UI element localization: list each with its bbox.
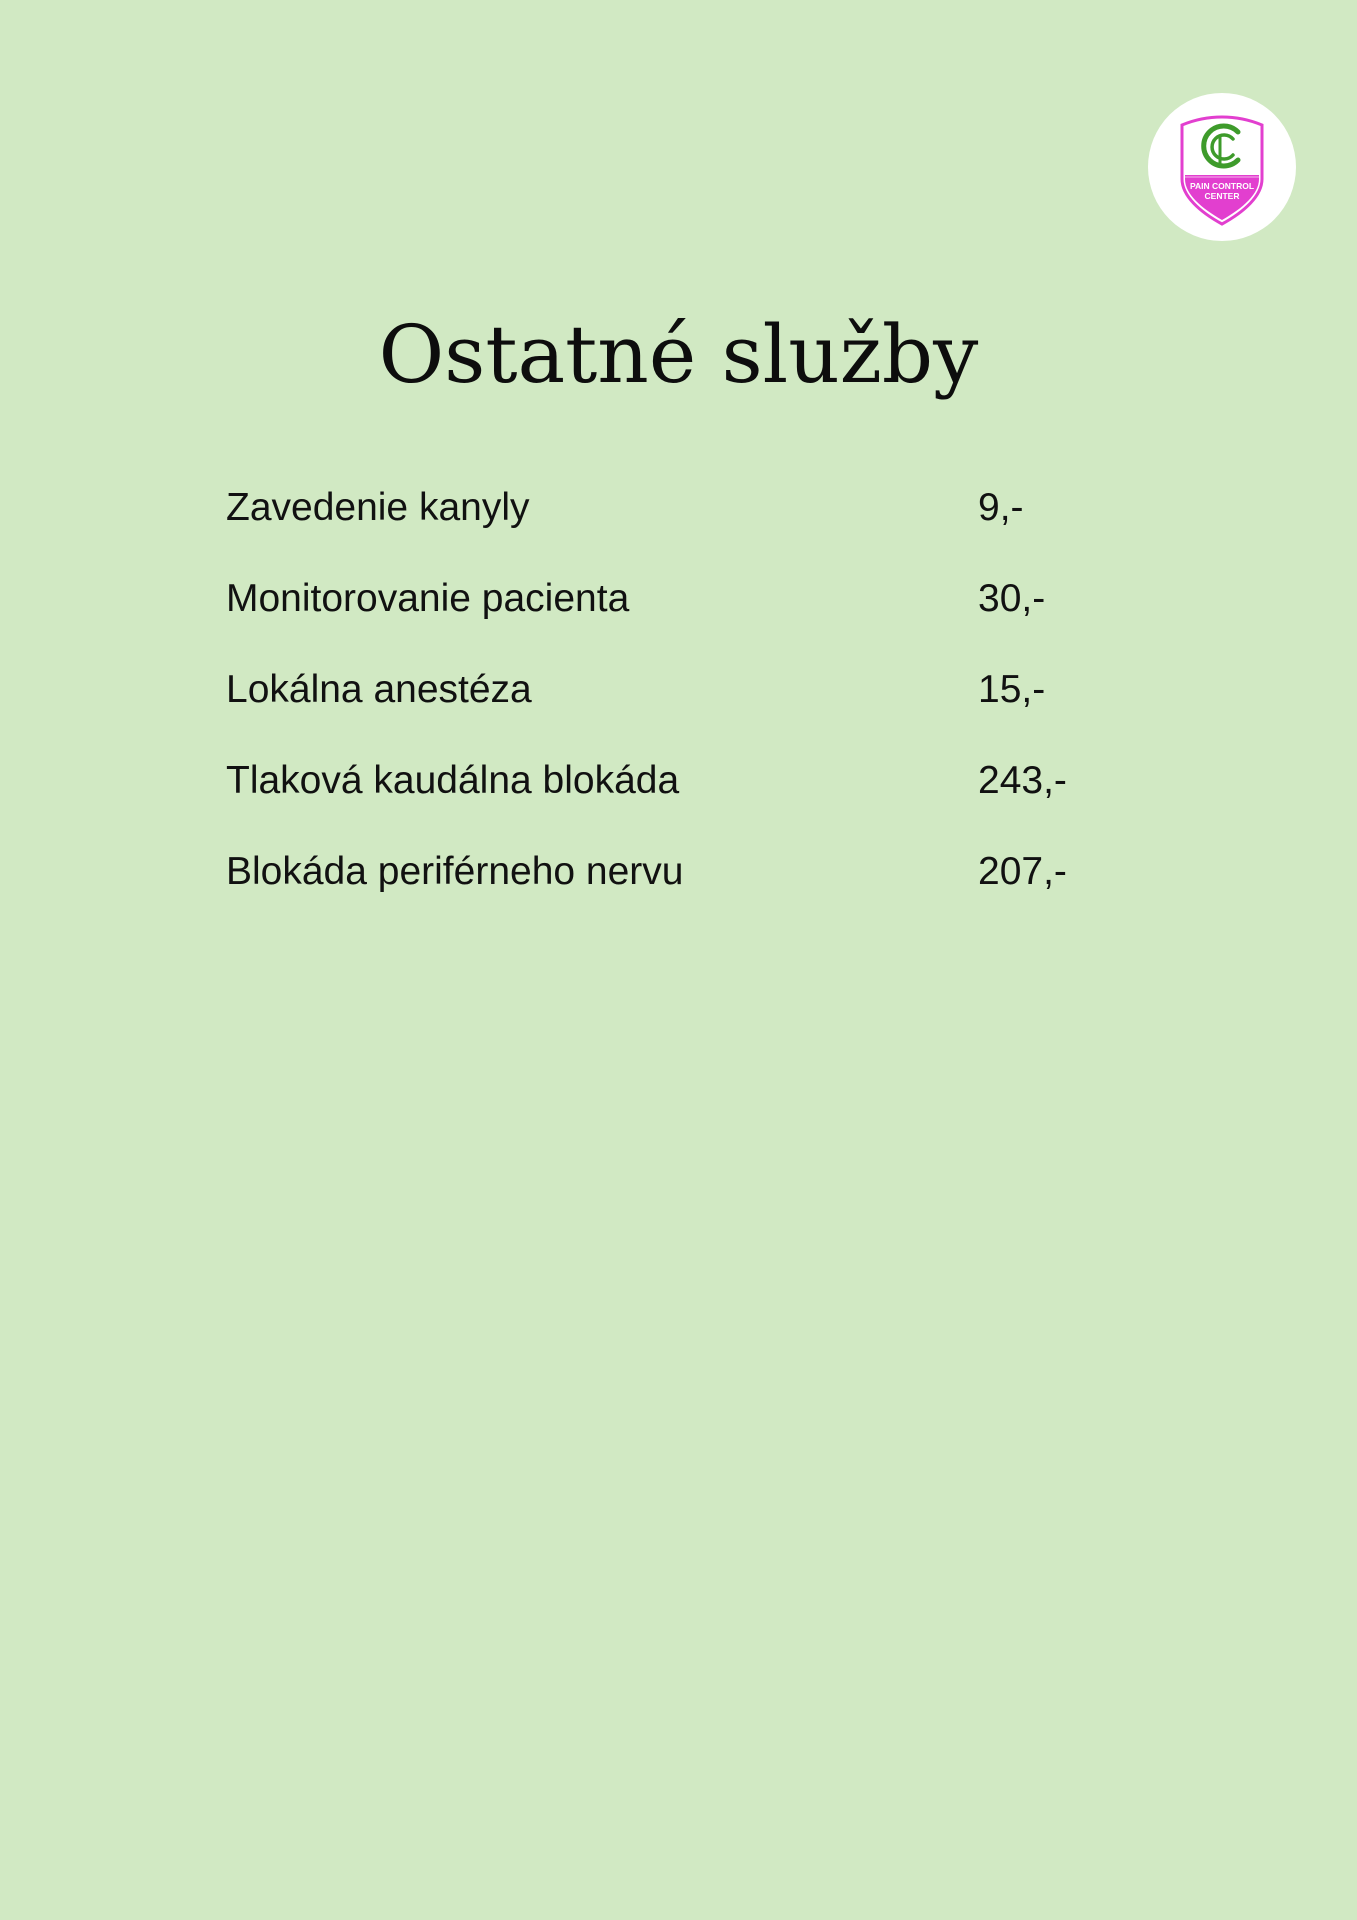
price-row: [226, 751, 1126, 842]
price-row: [226, 569, 1126, 660]
logo-text-line2: CENTER: [1204, 191, 1240, 201]
service-name: Monitorovanie pacienta: [226, 577, 630, 620]
service-price: 9,-: [978, 486, 1024, 529]
service-name: Tlaková kaudálna blokáda: [226, 759, 680, 802]
logo-shield-icon: [1148, 93, 1296, 241]
price-row: [226, 660, 1126, 751]
service-price: 15,-: [978, 668, 1046, 711]
pain-control-center-logo: [1148, 93, 1296, 241]
service-price: 207,-: [978, 850, 1067, 893]
price-list: [226, 478, 1126, 933]
service-name: Lokálna anestéza: [226, 668, 532, 711]
service-name: Blokáda periférneho nervu: [226, 850, 684, 893]
service-price: 243,-: [978, 759, 1067, 802]
price-row: [226, 842, 1126, 933]
service-price: 30,-: [978, 577, 1046, 620]
price-row: [226, 478, 1126, 569]
logo-text-line1: PAIN CONTROL: [1189, 181, 1255, 191]
service-name: Zavedenie kanyly: [226, 486, 530, 529]
page-title: Ostatné služby: [378, 308, 979, 401]
